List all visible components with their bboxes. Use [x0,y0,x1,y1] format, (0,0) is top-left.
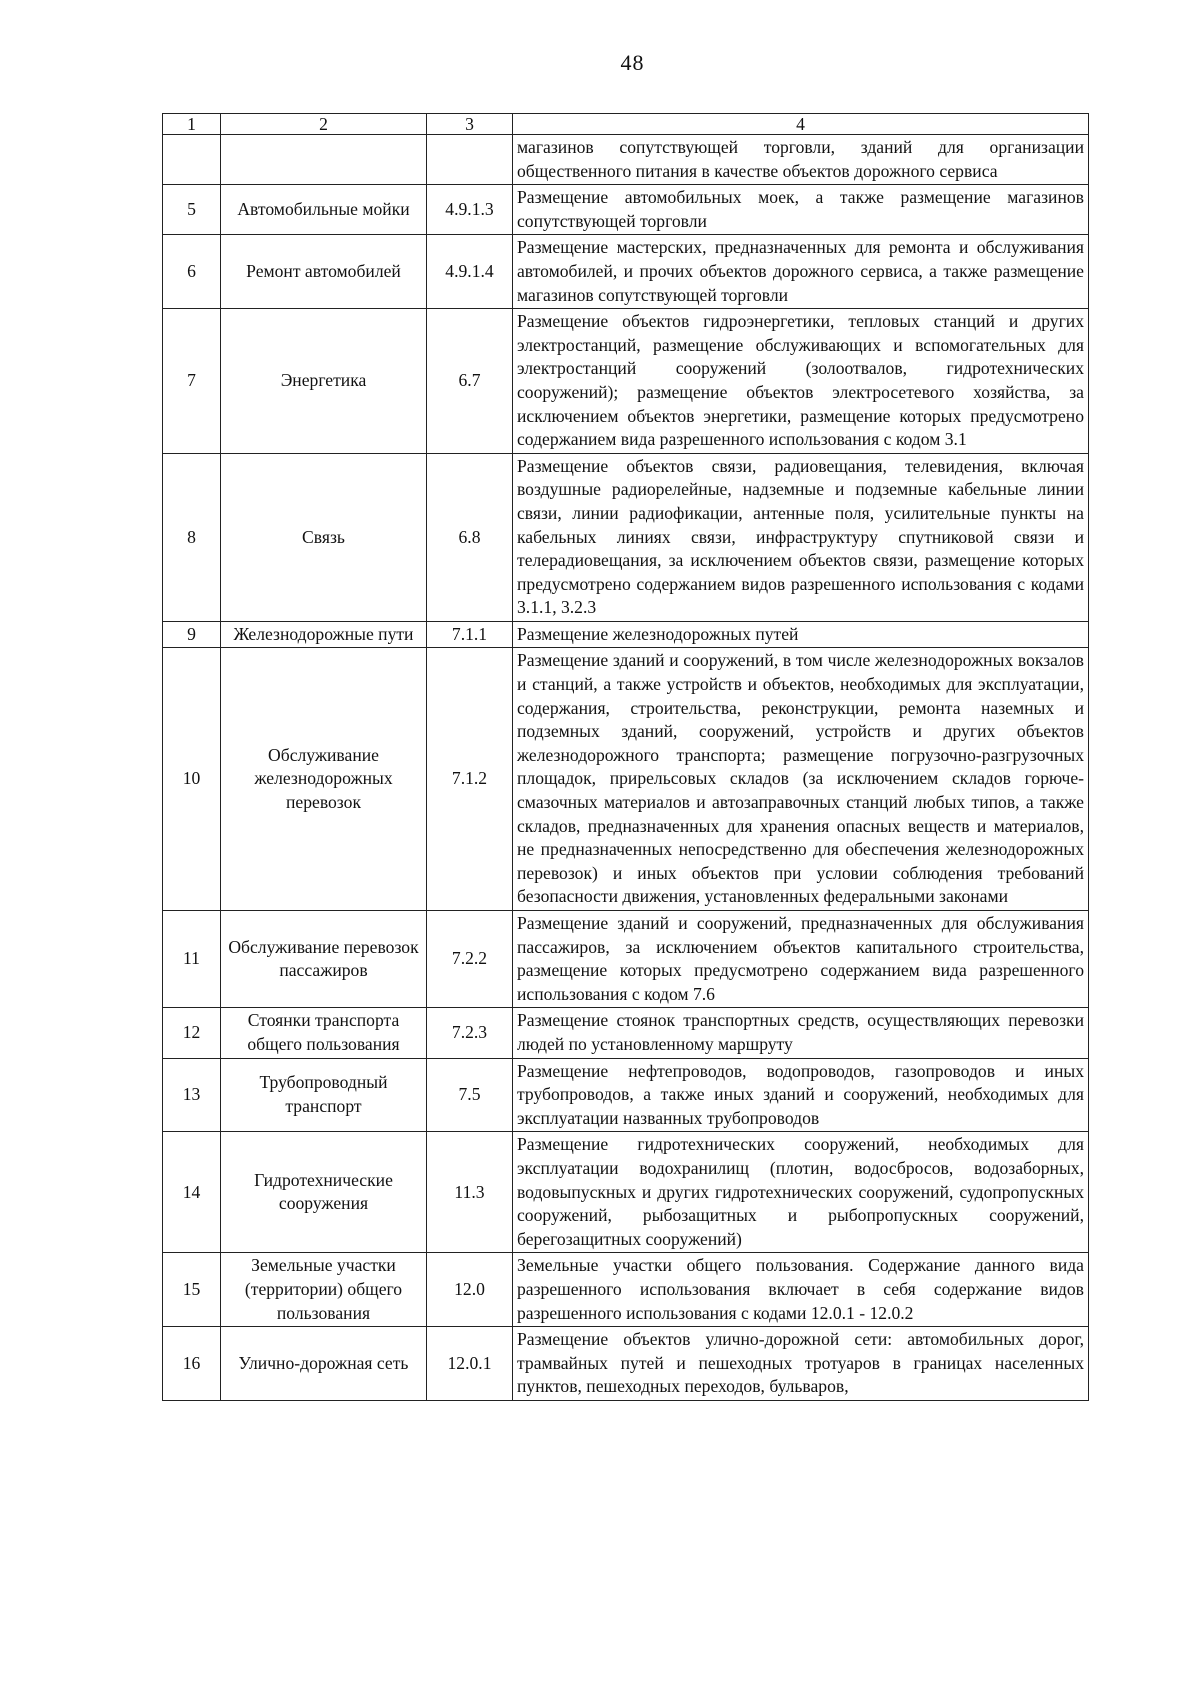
row-name: Связь [221,453,427,621]
row-description: Размещение автомобильных моек, а также размещение магазинов сопутствующей торговли [513,185,1089,235]
row-description: Размещение объектов связи, радиовещания, телевидения, включая воздушные радиорелейные, надземные и подземные кабельные линии связи, линии радиофикации, антенные поля, усилительные пункты на кабельных линиях связи, инфраструктуру спутниковой связи и телерадиовещания, за исключением объектов связи, размещение которых предусмотрено содержанием видов разрешенного использования с кодами 3.1.1, 3.2.3 [513,453,1089,621]
row-code: 6.8 [427,453,513,621]
row-number: 16 [163,1327,221,1401]
row-number: 8 [163,453,221,621]
table-row [163,309,1089,454]
table-row [163,1008,1089,1058]
header-row [163,114,1089,135]
row-name: Железнодорожные пути [221,621,427,648]
row-description: магазинов сопутствующей торговли, зданий для организации общественного питания в качестве объектов дорожного сервиса [513,135,1089,185]
row-number: 7 [163,309,221,454]
row-description: Размещение железнодорожных путей [513,621,1089,648]
row-description: Размещение стоянок транспортных средств, осуществляющих перевозки людей по установленному маршруту [513,1008,1089,1058]
row-name: Энергетика [221,309,427,454]
row-number: 10 [163,648,221,911]
header-col-4: 4 [513,114,1089,135]
row-number: 13 [163,1058,221,1132]
row-number: 14 [163,1132,221,1253]
header-col-2: 2 [221,114,427,135]
header-col-1: 1 [163,114,221,135]
row-code: 7.5 [427,1058,513,1132]
row-name: Ремонт автомобилей [221,235,427,309]
row-description: Размещение зданий и сооружений, в том числе железнодорожных вокзалов и станций, а также устройств и объектов, необходимых для эксплуатации, содержания, строительства, реконструкции, ремонта наземных и подземных зданий, сооружений, устройств и других объектов железнодорожного транспорта; размещение погрузочно-разгрузочных площадок, прирельсовых складов (за исключением складов горюче-смазочных материалов и автозаправочных станций любых типов, а также складов, предназначенных для хранения опасных веществ и материалов, не предназначенных непосредственно для обеспечения железнодорожных перевозок) и иных объектов при условии соблюдения требований безопасности движения, установленных федеральными законами [513,648,1089,911]
row-code [427,135,513,185]
row-name: Улично-дорожная сеть [221,1327,427,1401]
table-row [163,621,1089,648]
row-name: Стоянки транспорта общего пользования [221,1008,427,1058]
row-name: Обслуживание железнодорожных перевозок [221,648,427,911]
row-number [163,135,221,185]
row-code: 11.3 [427,1132,513,1253]
row-code: 4.9.1.4 [427,235,513,309]
header-col-3: 3 [427,114,513,135]
table-row [163,1327,1089,1401]
row-description: Размещение объектов улично-дорожной сети: автомобильных дорог, трамвайных путей и пешеходных тротуаров в границах населенных пунктов, пешеходных переходов, бульваров, [513,1327,1089,1401]
page-number: 48 [620,50,645,75]
row-name: Обслуживание перевозок пассажиров [221,911,427,1008]
row-code: 12.0.1 [427,1327,513,1401]
row-number: 5 [163,185,221,235]
row-description: Размещение мастерских, предназначенных для ремонта и обслуживания автомобилей, и прочих объектов дорожного сервиса, а также размещение магазинов сопутствующей торговли [513,235,1089,309]
row-number: 15 [163,1253,221,1327]
row-number: 6 [163,235,221,309]
row-code: 7.1.2 [427,648,513,911]
table-row [163,453,1089,621]
row-name: Автомобильные мойки [221,185,427,235]
row-code: 7.2.3 [427,1008,513,1058]
row-name: Гидротехнические сооружения [221,1132,427,1253]
row-description: Земельные участки общего пользования. Содержание данного вида разрешенного использования включает в себя содержание видов разрешенного использования с кодами 12.0.1 - 12.0.2 [513,1253,1089,1327]
table-row [163,911,1089,1008]
row-name [221,135,427,185]
table-row [163,1253,1089,1327]
row-number: 12 [163,1008,221,1058]
row-number: 9 [163,621,221,648]
table-row [163,235,1089,309]
row-code: 12.0 [427,1253,513,1327]
row-description: Размещение нефтепроводов, водопроводов, газопроводов и иных трубопроводов, а также иных зданий и сооружений, необходимых для эксплуатации названных трубопроводов [513,1058,1089,1132]
row-code: 7.1.1 [427,621,513,648]
continuation-row [163,135,1089,185]
row-description: Размещение зданий и сооружений, предназначенных для обслуживания пассажиров, за исключением объектов капитального строительства, размещение которых предусмотрено содержанием вида разрешенного использования с кодом 7.6 [513,911,1089,1008]
row-description: Размещение гидротехнических сооружений, необходимых для эксплуатации водохранилищ (плотин, водосбросов, водозаборных, водовыпускных и других гидротехнических сооружений, судопропускных сооружений, рыбозащитных и рыбопропускных сооружений, берегозащитных сооружений) [513,1132,1089,1253]
table-row [163,648,1089,911]
row-code: 6.7 [427,309,513,454]
table-row [163,185,1089,235]
land-use-table [162,113,1089,1401]
row-number: 11 [163,911,221,1008]
table-row [163,1132,1089,1253]
row-code: 7.2.2 [427,911,513,1008]
row-code: 4.9.1.3 [427,185,513,235]
row-name: Земельные участки (территории) общего пользования [221,1253,427,1327]
table-row [163,1058,1089,1132]
row-description: Размещение объектов гидроэнергетики, тепловых станций и других электростанций, размещение обслуживающих и вспомогательных для электростанций сооружений (золоотвалов, гидротехнических сооружений); размещение объектов электросетевого хозяйства, за исключением объектов энергетики, размещение которых предусмотрено содержанием вида разрешенного использования с кодом 3.1 [513,309,1089,454]
row-name: Трубопроводный транспорт [221,1058,427,1132]
